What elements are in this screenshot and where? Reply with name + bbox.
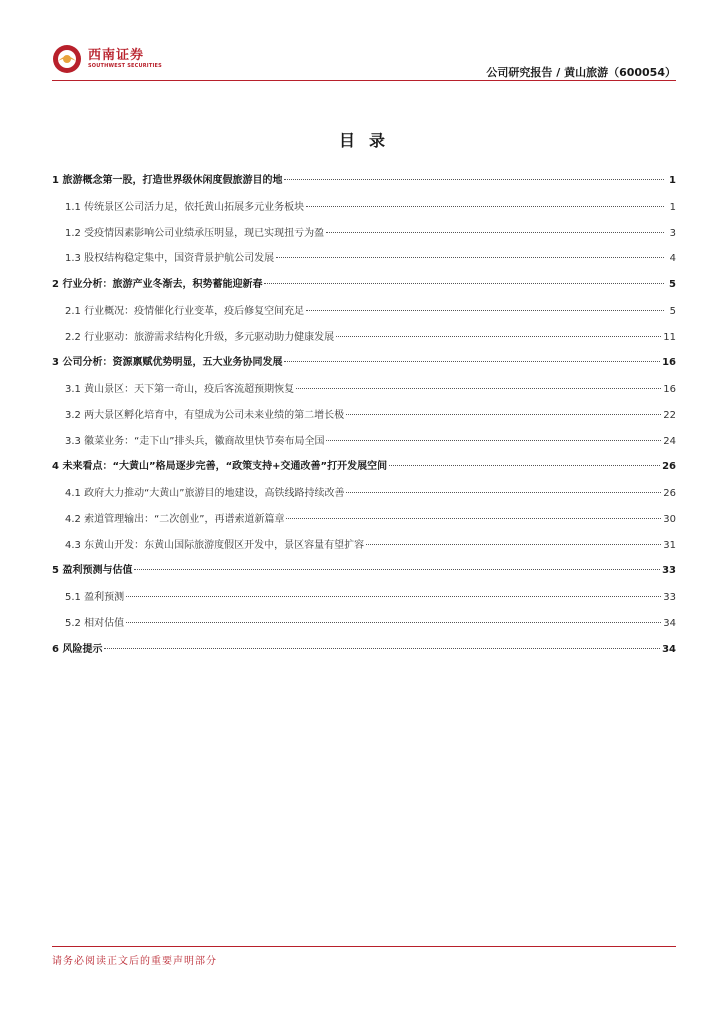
toc-entry-label[interactable]: 1 旅游概念第一股，打造世界级休闲度假旅游目的地 [52, 175, 283, 186]
toc-page-number[interactable]: 34 [663, 617, 676, 629]
toc-leader-dots [326, 440, 661, 441]
toc-section-entry[interactable] [52, 299, 676, 325]
toc-section-entry[interactable] [52, 585, 676, 611]
toc-chapter-entry[interactable] [52, 637, 676, 664]
toc-entry-label[interactable]: 1.1 传统景区公司活力足，依托黄山拓展多元业务板块 [65, 201, 305, 213]
toc-section-entry[interactable] [52, 507, 676, 533]
toc-page-number[interactable]: 33 [662, 565, 676, 577]
toc-page-number[interactable]: 5 [669, 279, 676, 290]
toc-section-entry[interactable] [52, 533, 676, 559]
toc-leader-dots [284, 361, 660, 362]
toc-title: 目录 [338, 131, 399, 150]
toc-entry-label[interactable]: 2 行业分析：旅游产业冬渐去，积势蓄能迎新春 [52, 279, 263, 290]
footer-divider [52, 946, 676, 947]
toc-chapter-entry[interactable] [52, 272, 676, 299]
toc-section-entry[interactable] [52, 325, 676, 351]
toc-page-number[interactable]: 26 [663, 488, 676, 499]
toc-section-entry[interactable] [52, 611, 676, 637]
toc-leader-dots [276, 257, 664, 258]
toc-entry-label[interactable]: 4.3 东黄山开发：东黄山国际旅游度假区开发中，景区容量有望扩容 [65, 539, 365, 551]
toc-chapter-entry[interactable] [52, 168, 676, 195]
toc-chapter-entry[interactable] [52, 350, 676, 377]
toc-entry-label[interactable]: 4 未来看点：“大黄山”格局逐步完善，“政策支持+交通改善”打开发展空间 [52, 461, 388, 473]
toc-entry-label[interactable]: 6 风险提示 [52, 643, 103, 655]
toc-leader-dots [264, 283, 664, 284]
report-tag: 公司研究报告 / 黄山旅游（600054） [486, 66, 676, 79]
toc-page-number[interactable]: 1 [669, 201, 676, 213]
toc-leader-dots [306, 206, 664, 207]
toc-page-number[interactable]: 11 [663, 331, 676, 343]
toc-page-number[interactable]: 22 [663, 409, 676, 421]
toc-leader-dots [104, 648, 660, 649]
toc-page-number[interactable]: 16 [662, 357, 676, 369]
toc-section-entry[interactable] [52, 246, 676, 272]
southwest-securities-logo-icon [52, 44, 82, 74]
toc-section-entry[interactable] [52, 403, 676, 429]
toc-leader-dots [306, 310, 664, 311]
header-divider [52, 80, 676, 81]
toc-entry-label[interactable]: 1.3 股权结构稳定集中，国资背景护航公司发展 [65, 253, 275, 265]
toc-page-number[interactable]: 16 [663, 384, 676, 395]
toc-leader-dots [134, 569, 660, 570]
toc-page-number[interactable]: 5 [669, 305, 676, 317]
toc-leader-dots [366, 544, 661, 545]
toc-entry-label[interactable]: 5 盈利预测与估值 [52, 565, 133, 577]
toc-entry-label[interactable]: 3.3 徽菜业务：“走下山”排头兵，徽商故里快节奏布局全国 [65, 435, 325, 447]
toc-entry-label[interactable]: 3 公司分析：资源禀赋优势明显，五大业务协同发展 [52, 357, 283, 369]
toc-leader-dots [336, 336, 661, 337]
logo-chinese-text: 西南证券 [88, 48, 145, 63]
toc-leader-dots [284, 179, 664, 180]
page-header [52, 40, 676, 80]
toc-page-number[interactable]: 34 [662, 643, 676, 655]
toc-section-entry[interactable] [52, 377, 676, 403]
toc-leader-dots [126, 622, 661, 623]
toc-entry-label[interactable]: 5.2 相对估值 [65, 617, 125, 629]
toc-page-number[interactable]: 4 [669, 253, 676, 265]
toc-page-number[interactable]: 33 [663, 592, 676, 603]
toc-page-number[interactable]: 30 [663, 513, 676, 525]
toc-page-number[interactable]: 31 [663, 539, 676, 551]
toc-entry-label[interactable]: 4.2 索道管理输出：“二次创业”，再谱索道新篇章 [65, 513, 285, 525]
toc-entry-label[interactable]: 3.2 两大景区孵化培育中，有望成为公司未来业绩的第二增长极 [65, 409, 345, 421]
toc-leader-dots [286, 518, 661, 519]
toc-leader-dots [296, 388, 661, 389]
toc-chapter-entry[interactable] [52, 558, 676, 585]
toc-section-entry[interactable] [52, 429, 676, 455]
toc-leader-dots [126, 596, 661, 597]
toc-chapter-entry[interactable] [52, 454, 676, 481]
toc-section-entry[interactable] [52, 481, 676, 507]
logo-english-text: SOUTHWEST SECURITIES [88, 63, 162, 69]
toc-page-number[interactable]: 3 [669, 227, 676, 239]
footer-disclaimer: 请务必阅读正文后的重要声明部分 [52, 956, 217, 967]
toc-leader-dots [346, 492, 661, 493]
toc-entry-label[interactable]: 4.1 政府大力推动“大黄山”旅游目的地建设，高铁线路持续改善 [65, 488, 345, 499]
toc-leader-dots [326, 232, 664, 233]
toc-section-entry[interactable] [52, 195, 676, 221]
table-of-contents [52, 168, 676, 663]
toc-section-entry[interactable] [52, 221, 676, 247]
toc-entry-label[interactable]: 2.1 行业概况：疫情催化行业变革，疫后修复空间充足 [65, 305, 305, 317]
toc-entry-label[interactable]: 5.1 盈利预测 [65, 592, 125, 603]
toc-leader-dots [389, 465, 660, 466]
toc-page-number[interactable]: 24 [663, 435, 676, 447]
toc-entry-label[interactable]: 3.1 黄山景区：天下第一奇山，疫后客流超预期恢复 [65, 384, 295, 395]
toc-page-number[interactable]: 26 [662, 461, 676, 473]
toc-leader-dots [346, 414, 661, 415]
toc-page-number[interactable]: 1 [669, 175, 676, 186]
toc-entry-label[interactable]: 2.2 行业驱动：旅游需求结构化升级，多元驱动助力健康发展 [65, 331, 335, 343]
toc-entry-label[interactable]: 1.2 受疫情因素影响公司业绩承压明显，现已实现扭亏为盈 [65, 227, 325, 239]
